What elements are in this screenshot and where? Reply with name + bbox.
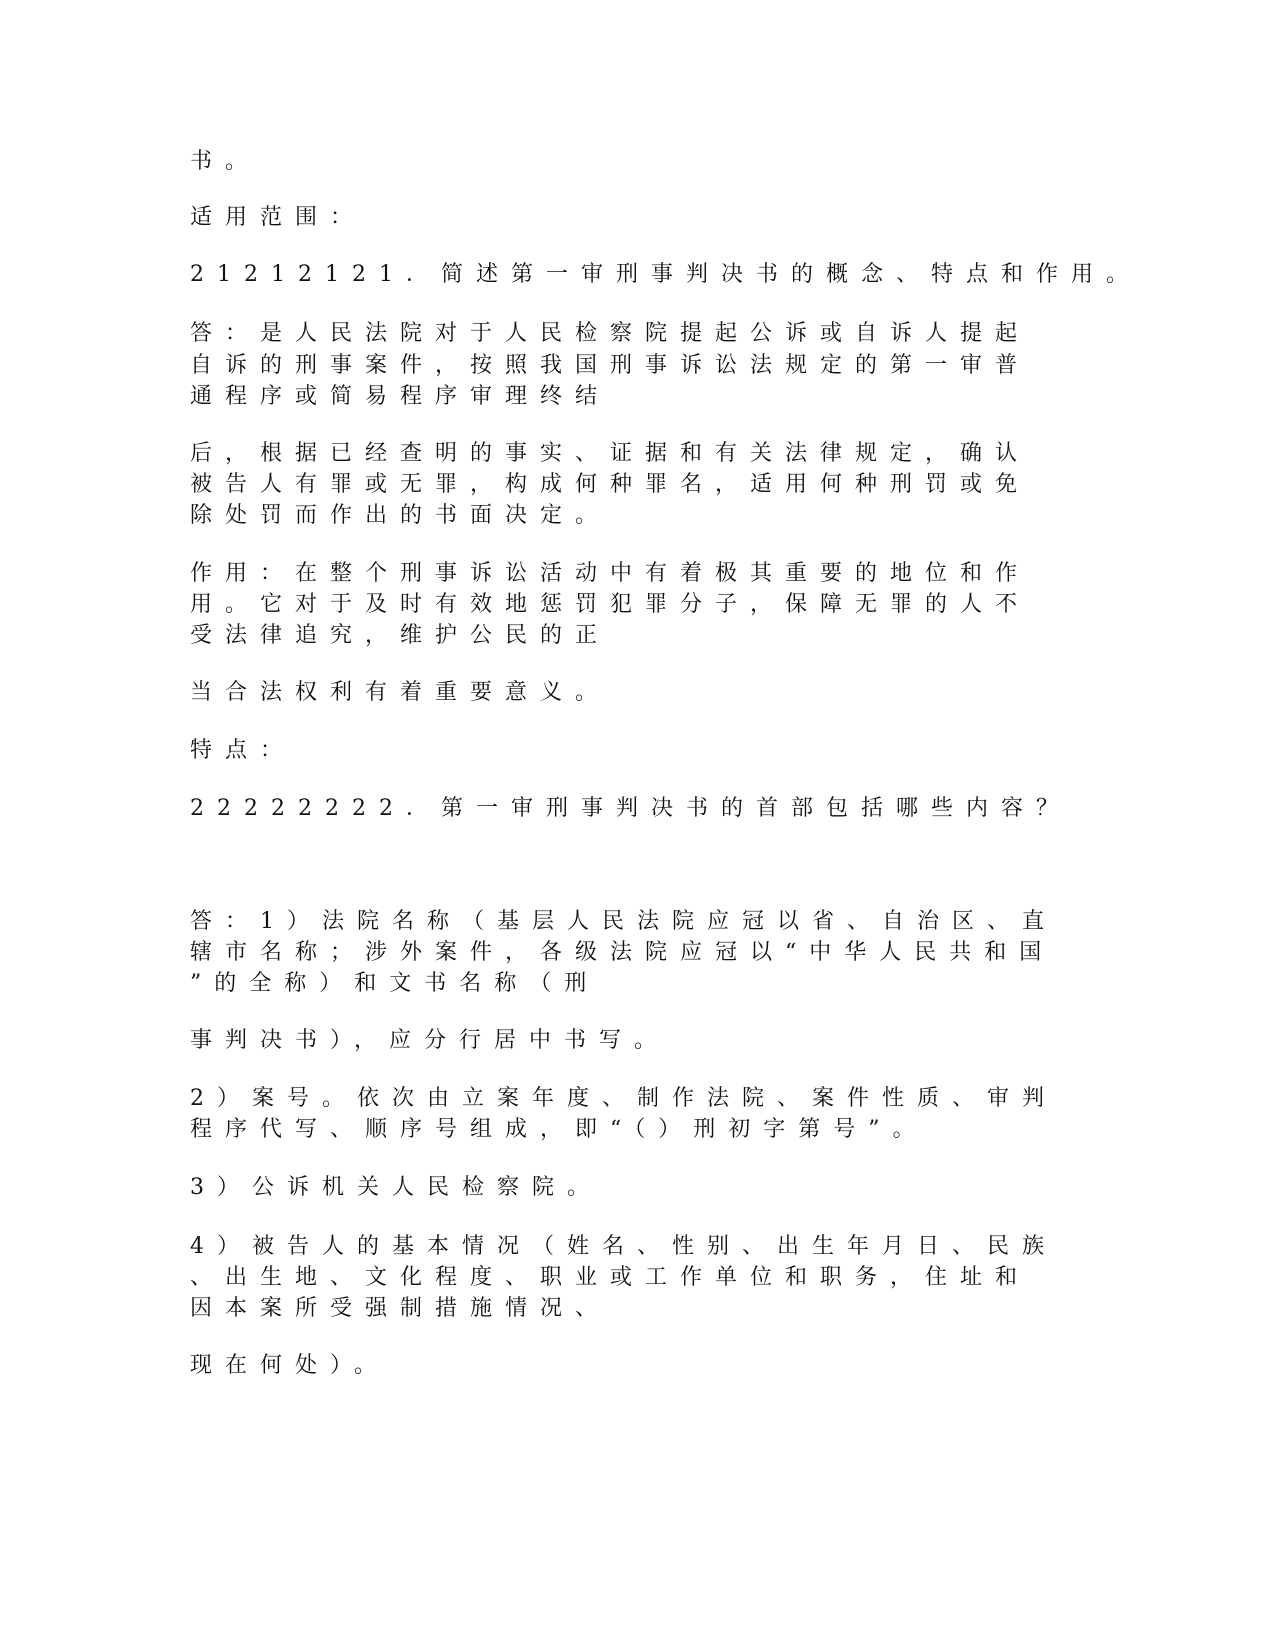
features-label: 特点： [190,738,296,763]
answer-21-line-4: 后，根据已经查明的事实、证据和有关法律规定，确认 [190,441,1031,466]
answer-21-line-5: 被告人有罪或无罪，构成何种罪名，适用何种刑罚或免 [190,472,1031,497]
answer-21-line-3: 通程序或简易程序审理终结 [190,384,611,409]
function-line-1: 作用：在整个刑事诉讼活动中有着极其重要的地位和作 [190,561,1031,586]
defendant-line-3: 因本案所受强制措施情况、 [190,1296,611,1321]
function-line-3: 受法律追究，维护公民的正 [190,623,611,648]
answer-22-line-2: 辖市名称；涉外案件，各级法院应冠以“中华人民共和国 [190,940,1055,965]
defendant-line-2: 、出生地、文化程度、职业或工作单位和职务，住址和 [190,1265,1031,1290]
answer-22-line-4: 事判决书），应分行居中书写。 [190,1028,670,1053]
question-22-heading: 22222222．第一审刑事判决书的首部包括哪些内容？ [190,796,1071,821]
answer-22-line-3: ”的全称）和文书名称（刑 [190,971,600,996]
answer-21-line-6: 除处罚而作出的书面决定。 [190,503,611,528]
defendant-line-4: 现在何处）。 [190,1353,390,1378]
question-21-heading: 21212121．简述第一审刑事判决书的概念、特点和作用。 [190,262,1141,287]
case-number-line-1: 2）案号。依次由立案年度、制作法院、案件性质、审判 [190,1086,1057,1111]
text-line-2: 适用范围： [190,205,366,230]
answer-22-line-1: 答：1）法院名称（基层人民法院应冠以省、自治区、直 [190,909,1057,934]
answer-21-line-2: 自诉的刑事案件，按照我国刑事诉讼法规定的第一审普 [190,353,1031,378]
function-line-4: 当合法权利有着重要意义。 [190,680,611,705]
prosecutor-line: 3）公诉机关人民检察院。 [190,1175,602,1200]
text-line-1: 书。 [190,149,261,174]
function-line-2: 用。它对于及时有效地惩罚犯罪分子，保障无罪的人不 [190,592,1031,617]
answer-21-line-1: 答：是人民法院对于人民检察院提起公诉或自诉人提起 [190,321,1031,346]
defendant-line-1: 4）被告人的基本情况（姓名、性别、出生年月日、民族 [190,1234,1057,1259]
case-number-line-2: 程序代写、顺序号组成，即“（）刑初字第号”。 [190,1117,928,1142]
